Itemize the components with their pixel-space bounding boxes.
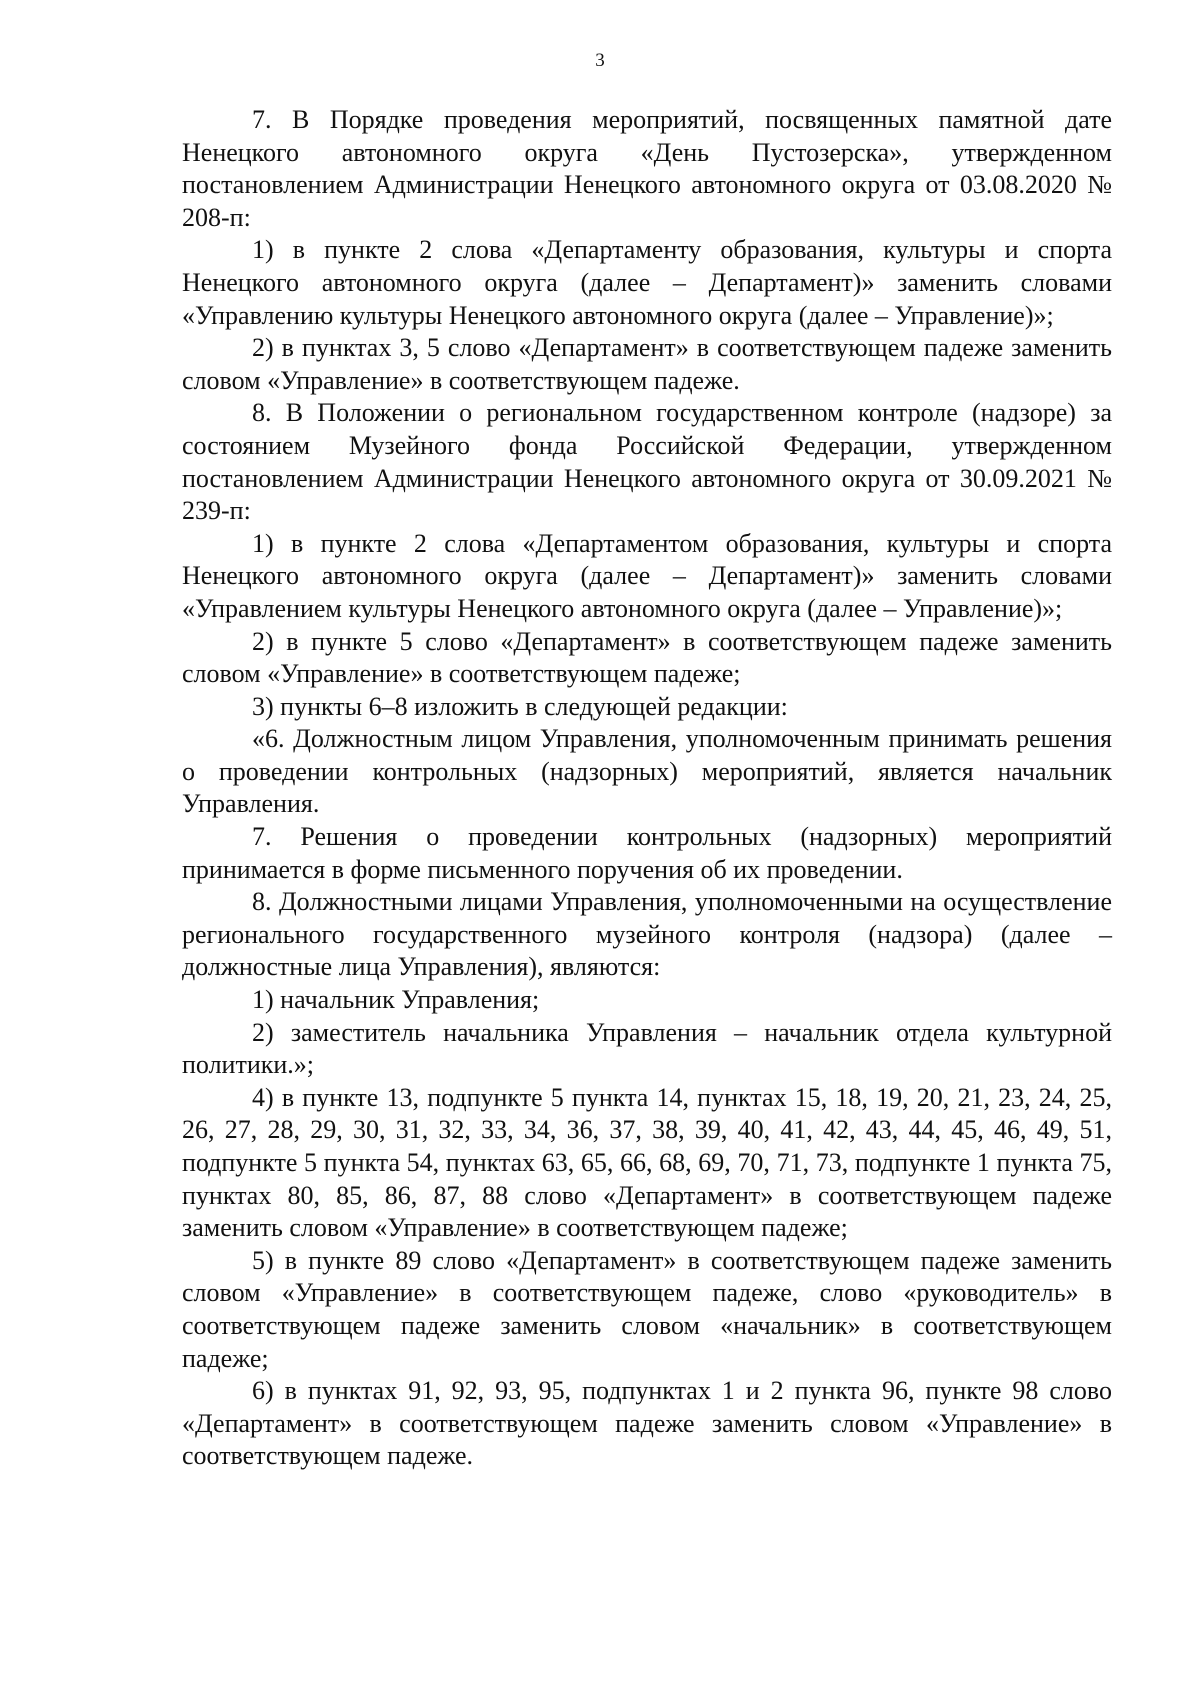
paragraph-7-subitem-1: 1) в пункте 2 слова «Департаменту образования, культуры и спорта Ненецкого автономного округа (далее – Департамент)» заменить словами «Управлению культуры Ненецкого автономного округа (далее – Управление)»; xyxy=(182,235,1112,330)
paragraph-8-subitem-2: 2) в пункте 5 слово «Департамент» в соответствующем падеже заменить словом «Управление» в соответствующем падеже; xyxy=(182,626,1112,689)
paragraph-8-subitem-5: 5) в пункте 89 слово «Департамент» в соответствующем падеже заменить словом «Управление» в соответствующем падеже, слово «руководитель» в соответствующем падеже заменить словом «начальник» в соответствующем падеже; xyxy=(182,1245,1112,1373)
document-body xyxy=(182,104,1112,1473)
quoted-clause-8-item-2: 2) заместитель начальника Управления – начальник отдела культурной политики.»; xyxy=(182,1017,1112,1080)
paragraph-8-subitem-6: 6) в пунктах 91, 92, 93, 95, подпунктах 1 и 2 пункта 96, пункте 98 слово «Департамент» в соответствующем падеже заменить словом «Управление» в соответствующем падеже. xyxy=(182,1376,1112,1471)
paragraph-8-subitem-1: 1) в пункте 2 слова «Департаментом образования, культуры и спорта Ненецкого автономного округа (далее – Департамент)» заменить словами «Управлением культуры Ненецкого автономного округа (далее – Управление)»; xyxy=(182,528,1112,623)
quoted-clause-8: 8. Должностными лицами Управления, уполномоченными на осуществление регионального государственного музейного контроля (надзора) (далее – должностные лица Управления), являются: xyxy=(182,887,1112,982)
paragraph-item-7: 7. В Порядке проведения мероприятий, посвященных памятной дате Ненецкого автономного округа «День Пустозерска», утвержденном постановлением Администрации Ненецкого автономного округа от 03.08.2020 № 208-п: xyxy=(182,105,1112,232)
page-number: 3 xyxy=(595,50,605,71)
quoted-clause-6: «6. Должностным лицом Управления, уполномоченным принимать решения о проведении контрольных (надзорных) мероприятий, является начальник Управления. xyxy=(182,724,1112,819)
quoted-clause-8-item-1: 1) начальник Управления; xyxy=(252,985,540,1015)
paragraph-item-8: 8. В Положении о региональном государственном контроле (надзоре) за состоянием Музейного фонда Российской Федерации, утвержденном постановлением Администрации Ненецкого автономного округа от 30.09.2021 № 239-п: xyxy=(182,398,1112,526)
paragraph-8-subitem-4: 4) в пункте 13, подпункте 5 пункта 14, пунктах 15, 18, 19, 20, 21, 23, 24, 25, 26, 27, 28, 29, 30, 31, 32, 33, 34, 36, 37, 38, 39, 40, 41, 42, 43, 44, 45, 46, 49, 51, подпункте 5 пункта 54, пунктах 63, 65, 66, 68, 69, 70, 71, 73, подпункте 1 пункта 75, пунктах 80, 85, 86, 87, 88 слово «Департамент» в соответствующем падеже заменить словом «Управление» в соответствующем падеже; xyxy=(182,1082,1112,1243)
quoted-clause-7: 7. Решения о проведении контрольных (надзорных) мероприятий принимается в форме письменного поручения об их проведении. xyxy=(182,822,1112,884)
paragraph-8-subitem-3: 3) пункты 6–8 изложить в следующей редакции: xyxy=(252,691,788,721)
paragraph-7-subitem-2: 2) в пунктах 3, 5 слово «Департамент» в соответствующем падеже заменить словом «Управление» в соответствующем падеже. xyxy=(182,333,1112,395)
